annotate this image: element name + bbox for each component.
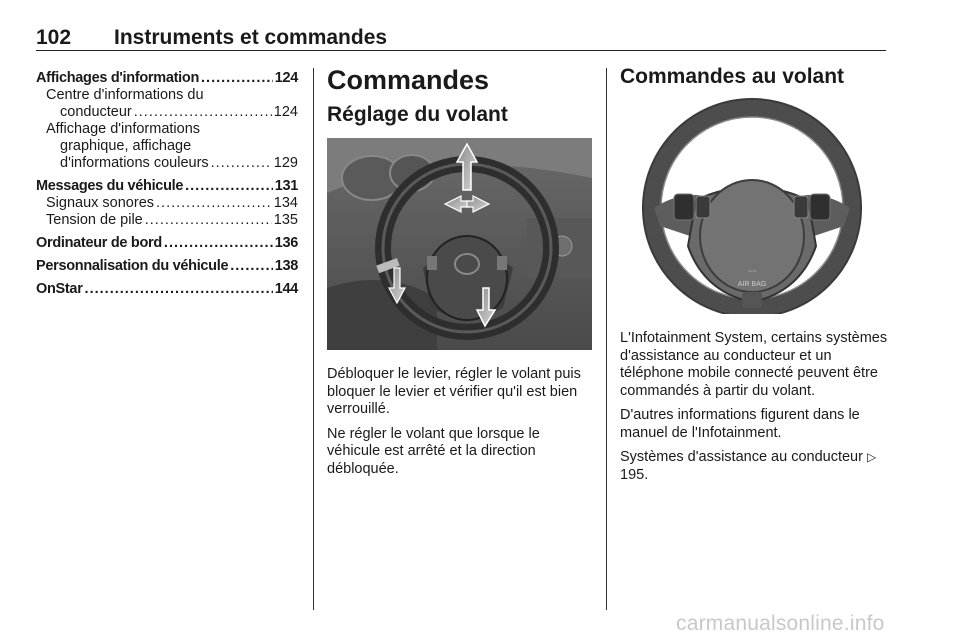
column-divider-2: [606, 68, 607, 610]
page-header: [36, 26, 886, 50]
paragraph: D'autres informations figurent dans le manuel de l'Infotainment.: [620, 407, 860, 441]
page-number: 102: [36, 26, 72, 49]
steering-adjustment-illustration: [327, 138, 592, 350]
toc-entry[interactable]: OnStar ..... 144: [36, 281, 298, 298]
toc-entry[interactable]: Tension de pile ..... 135: [36, 212, 298, 229]
toc-entry[interactable]: Affichage d'informations graphique, affichage d'informations couleurs ..... 129: [36, 121, 298, 172]
svg-text:AIR BAG: AIR BAG: [737, 281, 767, 288]
toc-entry[interactable]: Ordinateur de bord ..... 136: [36, 235, 298, 252]
page-reference-link[interactable]: 195.: [620, 466, 649, 483]
watermark: carmanualsonline.info: [676, 612, 885, 635]
paragraph: L'Infotainment System, certains systèmes d'assistance au conducteur et un téléphone mobile connecté peuvent être commandés à partir du volant.: [620, 330, 888, 399]
steering-controls-text: [620, 330, 890, 491]
toc-entry[interactable]: Personnalisation du véhicule ..... 138: [36, 258, 298, 275]
section-subtitle: Réglage du volant: [327, 103, 508, 126]
paragraph-reference: Systèmes d'assistance au conducteur ▷ 195.: [620, 449, 877, 483]
section-heading-block: [327, 64, 592, 128]
toc-entry[interactable]: Affichages d'information ..... 124: [36, 70, 298, 87]
steering-wheel-controls-illustration: [620, 96, 885, 314]
svg-text:~~: ~~: [747, 267, 757, 276]
paragraph: Ne régler le volant que lorsque le véhicule est arrêté et la direction débloquée.: [327, 425, 540, 477]
chapter-title: Instruments et commandes: [114, 26, 388, 49]
column-divider-1: [313, 68, 314, 610]
table-of-contents: [36, 70, 298, 298]
steering-adjustment-text: [327, 366, 595, 485]
toc-entry[interactable]: Centre d'informations du conducteur ..... 124: [36, 87, 298, 121]
toc-entry[interactable]: Messages du véhicule ..... 131: [36, 178, 298, 195]
section-title: Commandes: [327, 65, 490, 95]
paragraph: Débloquer le levier, régler le volant puis bloquer le levier et vérifier qu'il est bien verrouillé.: [327, 366, 581, 417]
toc-entry[interactable]: Signaux sonores ..... 134: [36, 195, 298, 212]
header-divider: [36, 50, 886, 51]
triangle-reference-icon: ▷: [866, 450, 877, 464]
steering-controls-title: Commandes au volant: [620, 65, 845, 88]
